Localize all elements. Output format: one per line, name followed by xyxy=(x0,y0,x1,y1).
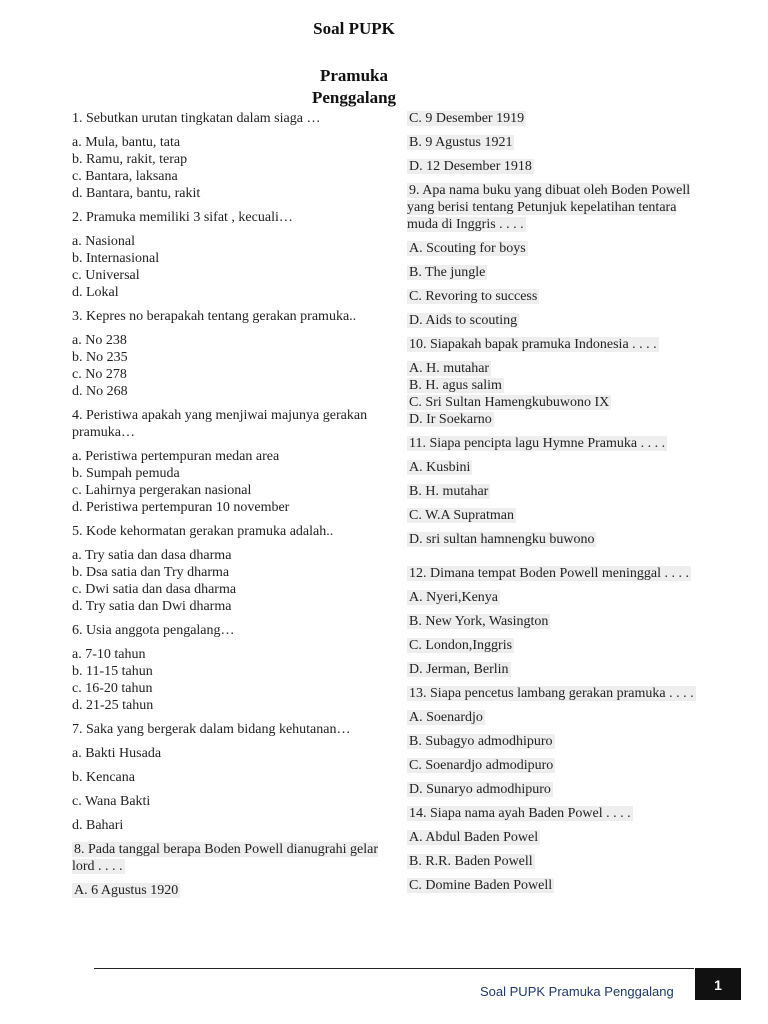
option: d. 21-25 tahun xyxy=(72,698,154,713)
option: b. No 235 xyxy=(72,350,128,365)
option: b. 11-15 tahun xyxy=(72,664,153,679)
option: c. Dwi satia dan dasa dharma xyxy=(72,582,237,597)
question-13 xyxy=(407,685,707,702)
question-13-text: 13. Siapa pencetus lambang gerakan pramuka . . . . xyxy=(409,686,694,701)
question-8-text: 8. Pada tanggal berapa Boden Powell dianugrahi gelar lord . . . . xyxy=(72,842,379,874)
option-text: A. Kusbini xyxy=(409,460,471,475)
question-11 xyxy=(407,435,707,452)
option xyxy=(407,312,707,329)
option xyxy=(72,882,392,899)
option: c. Lahirnya pergerakan nasional xyxy=(72,483,252,498)
option: d. No 268 xyxy=(72,384,128,399)
footer-divider xyxy=(94,968,694,969)
option-text: A. Soenardjo xyxy=(409,710,483,725)
footer-title: Soal PUPK Pramuka Penggalang xyxy=(480,984,674,999)
document-subtitle xyxy=(0,65,708,109)
option-text: B. Subagyo admodhipuro xyxy=(409,734,553,749)
document-title: Soal PUPK xyxy=(313,19,395,38)
question-11-text: 11. Siapa pencipta lagu Hymne Pramuka . . . . xyxy=(409,436,666,451)
option: c. 16-20 tahun xyxy=(72,681,153,696)
option xyxy=(407,158,707,175)
option xyxy=(407,589,707,606)
option xyxy=(407,240,707,257)
question-14-text: 14. Siapa nama ayah Baden Powel . . . . xyxy=(409,806,631,821)
option xyxy=(407,264,707,281)
option-text: B. The jungle xyxy=(409,265,486,280)
option xyxy=(407,757,707,774)
option-text: A. Abdul Baden Powel xyxy=(409,830,539,845)
option xyxy=(407,781,707,798)
option-text: B. H. mutahar xyxy=(409,484,489,499)
question-6: 6. Usia anggota pengalang… xyxy=(72,623,235,638)
option: b. Kencana xyxy=(72,770,135,785)
option: c. Wana Bakti xyxy=(72,794,151,809)
left-column xyxy=(72,110,392,906)
option: d. Lokal xyxy=(72,285,119,300)
option xyxy=(407,877,707,894)
question-5-options xyxy=(72,547,392,615)
question-7: 7. Saka yang bergerak dalam bidang kehutanan… xyxy=(72,722,351,737)
option xyxy=(407,829,707,846)
option-text: D. sri sultan hamnengku buwono xyxy=(409,532,595,547)
question-10 xyxy=(407,336,707,353)
page-number: 1 xyxy=(695,968,741,1000)
option xyxy=(407,531,707,548)
option-text: D. Aids to scouting xyxy=(409,313,518,328)
option-text: A. 6 Agustus 1920 xyxy=(74,883,179,898)
question-10-text: 10. Siapakah bapak pramuka Indonesia . . . . xyxy=(409,337,657,352)
option xyxy=(407,288,707,305)
option-text: A. Scouting for boys xyxy=(409,241,526,256)
option: c. Universal xyxy=(72,268,140,283)
question-1-options xyxy=(72,134,392,202)
question-4-options xyxy=(72,448,392,516)
option xyxy=(407,394,707,411)
question-14 xyxy=(407,805,707,822)
question-3: 3. Kepres no berapakah tentang gerakan pramuka.. xyxy=(72,309,357,324)
option-text: B. New York, Wasington xyxy=(409,614,549,629)
question-4: 4. Peristiwa apakah yang menjiwai majunya gerakan pramuka… xyxy=(72,408,368,440)
option-text: C. 9 Desember 1919 xyxy=(409,111,525,126)
option xyxy=(407,613,707,630)
option: d. Try satia dan Dwi dharma xyxy=(72,599,232,614)
option: a. Peristiwa pertempuran medan area xyxy=(72,449,280,464)
question-1: 1. Sebutkan urutan tingkatan dalam siaga … xyxy=(72,111,321,126)
question-6-options xyxy=(72,646,392,714)
option: a. Mula, bantu, tata xyxy=(72,135,181,150)
option xyxy=(407,709,707,726)
option xyxy=(407,459,707,476)
option: b. Sumpah pemuda xyxy=(72,466,180,481)
option xyxy=(407,360,707,377)
option: a. Try satia dan dasa dharma xyxy=(72,548,232,563)
option xyxy=(407,507,707,524)
option-text: B. R.R. Baden Powell xyxy=(409,854,533,869)
option-text: A. Nyeri,Kenya xyxy=(409,590,499,605)
option-text: C. Domine Baden Powell xyxy=(409,878,553,893)
question-2-options xyxy=(72,233,392,301)
option: a. Nasional xyxy=(72,234,135,249)
option-text: D. Jerman, Berlin xyxy=(409,662,509,677)
option xyxy=(407,377,707,394)
option: a. No 238 xyxy=(72,333,127,348)
option: c. No 278 xyxy=(72,367,127,382)
question-12 xyxy=(407,565,707,582)
option xyxy=(407,853,707,870)
subtitle-line-1: Pramuka xyxy=(320,66,388,85)
question-5: 5. Kode kehormatan gerakan pramuka adalah.. xyxy=(72,524,334,539)
option-text: A. H. mutahar xyxy=(409,361,490,376)
option-text: B. 9 Agustus 1921 xyxy=(409,135,513,150)
option: d. Peristiwa pertempuran 10 november xyxy=(72,500,290,515)
option xyxy=(407,661,707,678)
option: a. 7-10 tahun xyxy=(72,647,146,662)
option-text: D. Sunaryo admodhipuro xyxy=(409,782,551,797)
right-column xyxy=(407,110,707,901)
option-text: C. W.A Supratman xyxy=(409,508,515,523)
option xyxy=(407,637,707,654)
option-text: C. Soenardjo admodipuro xyxy=(409,758,554,773)
option-text: C. London,Inggris xyxy=(409,638,513,653)
option: c. Bantara, laksana xyxy=(72,169,178,184)
question-10-options xyxy=(407,360,707,428)
option: b. Dsa satia dan Try dharma xyxy=(72,565,230,580)
option-text: B. H. agus salim xyxy=(409,378,502,393)
question-9 xyxy=(407,182,707,233)
question-3-options xyxy=(72,332,392,400)
option: a. Bakti Husada xyxy=(72,746,162,761)
option-text: C. Sri Sultan Hamengkubuwono IX xyxy=(409,395,610,410)
option xyxy=(407,733,707,750)
question-12-text: 12. Dimana tempat Boden Powell meninggal . . . . xyxy=(409,566,689,581)
option: b. Ramu, rakit, terap xyxy=(72,152,188,167)
question-2: 2. Pramuka memiliki 3 sifat , kecuali… xyxy=(72,210,293,225)
question-9-text: 9. Apa nama buku yang dibuat oleh Boden Powell yang berisi tentang Petunjuk kepelatihan tentara muda di Inggris . . . . xyxy=(407,183,691,232)
option xyxy=(407,134,707,151)
option-text: C. Revoring to success xyxy=(409,289,538,304)
option xyxy=(407,411,707,428)
option: d. Bahari xyxy=(72,818,124,833)
option xyxy=(407,483,707,500)
option xyxy=(407,110,707,127)
option: b. Internasional xyxy=(72,251,160,266)
subtitle-line-2: Penggalang xyxy=(311,88,397,107)
option: d. Bantara, bantu, rakit xyxy=(72,186,201,201)
question-8 xyxy=(72,841,392,875)
option-text: D. Ir Soekarno xyxy=(409,412,492,427)
option-text: D. 12 Desember 1918 xyxy=(409,159,532,174)
